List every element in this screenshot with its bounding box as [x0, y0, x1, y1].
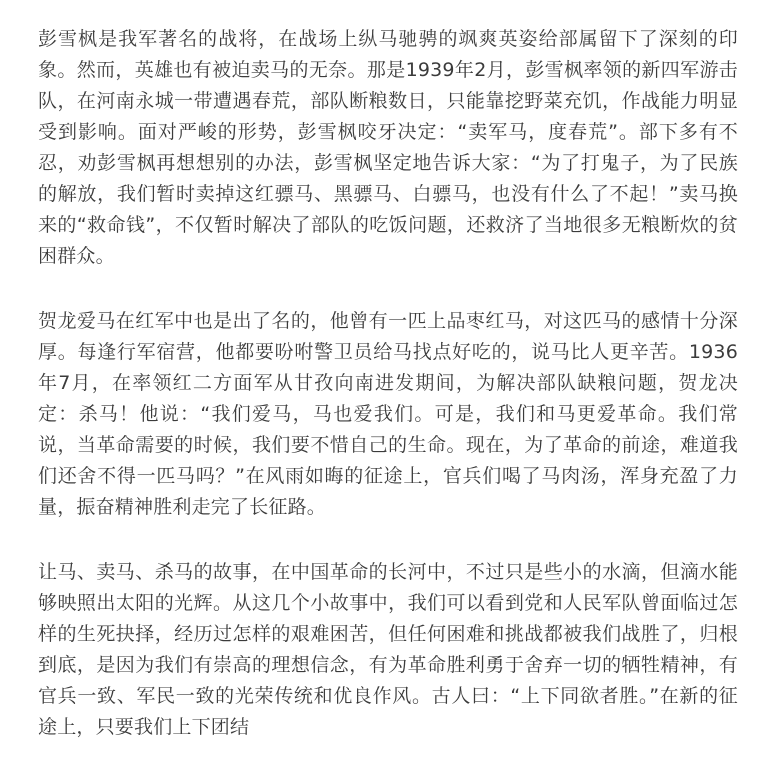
paragraph-he-long: 贺龙爱马在红军中也是出了名的，他曾有一匹上品枣红马，对这匹马的感情十分深厚。每逢行军宿营，他都要吩咐警卫员给马找点好吃的，说马比人更辛苦。1936年7月，在率领红二方面军从甘孜向南进发期间，为解决部队缺粮问题，贺龙决定：杀马！他说：“我们爱马，马也爱我们。可是，我们和马更爱革命。我们常说，当革命需要的时候，我们要不惜自己的生命。现在，为了革命的前途，难道我们还舍不得一匹马吗？”在风雨如晦的征途上，官兵们喝了马肉汤，浑身充盈了力量，振奋精神胜利走完了长征路。 — [38, 310, 738, 518]
paragraph-peng-xuefeng: 彭雪枫是我军著名的战将，在战场上纵马驰骋的飒爽英姿给部属留下了深刻的印象。然而，英雄也有被迫卖马的无奈。那是1939年2月，彭雪枫率领的新四军游击队，在河南永城一带遭遇春荒，部队断粮数日，只能靠挖野菜充饥，作战能力明显受到影响。面对严峻的形势，彭雪枫咬牙决定：“卖军马，度春荒”。部下多有不忍，劝彭雪枫再想想别的办法，彭雪枫坚定地告诉大家：“为了打鬼子，为了民族的解放，我们暂时卖掉这红骠马、黑骠马、白骠马，也没有什么了不起！”卖马换来的“救命钱”，不仅暂时解决了部队的吃饭问题，还救济了当地很多无粮断炊的贫困群众。 — [38, 28, 738, 267]
article-body — [38, 24, 738, 777]
paragraph-conclusion: 让马、卖马、杀马的故事，在中国革命的长河中，不过只是些小的水滴，但滴水能够映照出太阳的光辉。从这几个小故事中，我们可以看到党和人民军队曾面临过怎样的生死抉择，经历过怎样的艰难困苦，但任何困难和挑战都被我们战胜了，归根到底，是因为我们有崇高的理想信念，有为革命胜利勇于舍弃一切的牺牲精神，有官兵一致、军民一致的光荣传统和优良作风。古人曰：“上下同欲者胜。”在新的征途上，只要我们上下团结 — [38, 561, 738, 738]
